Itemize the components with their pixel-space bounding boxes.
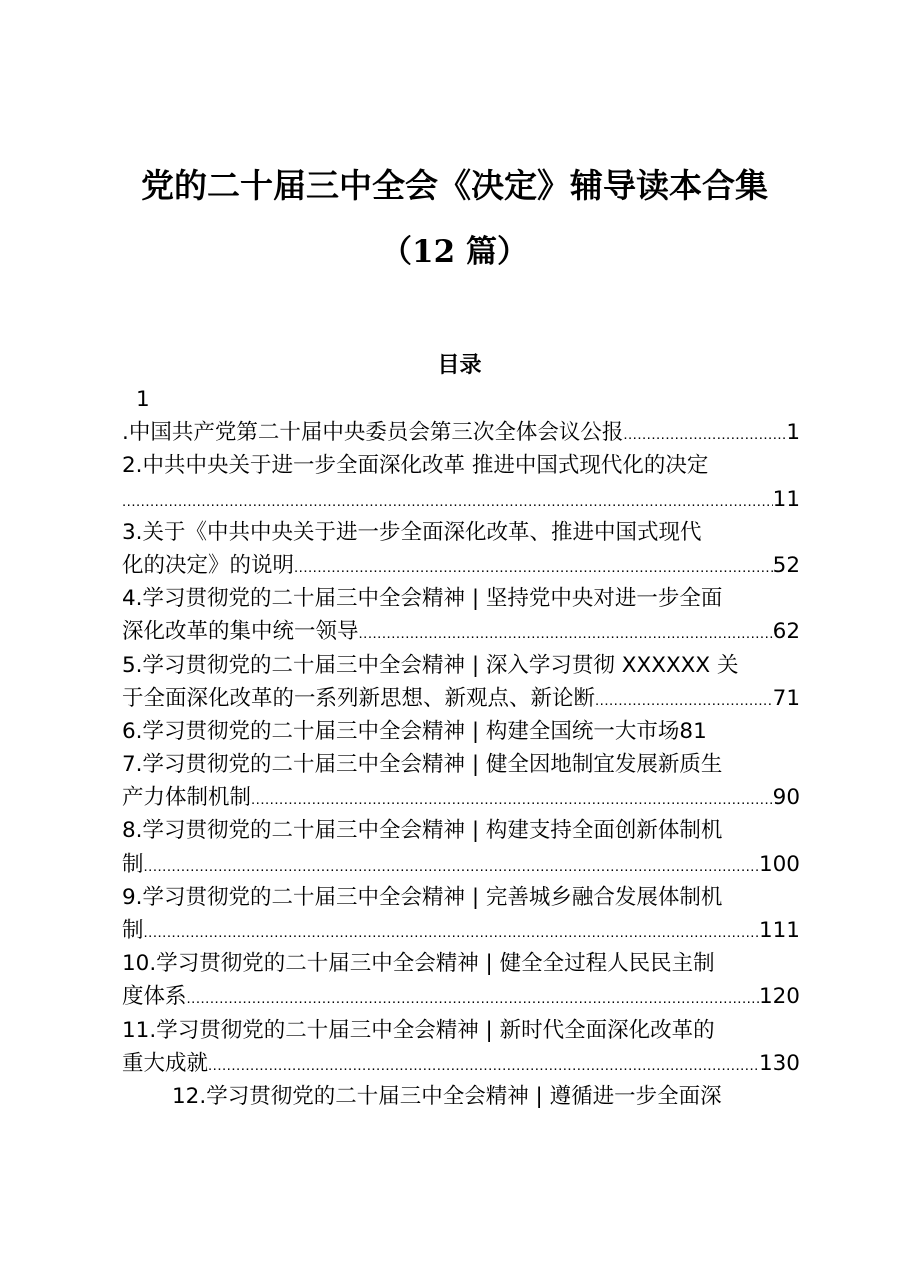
toc-dot-leader xyxy=(251,781,773,814)
toc-entry-title: 产力体制机制 xyxy=(122,785,252,811)
toc-entry-10-cont[interactable] xyxy=(122,980,800,1013)
toc-entry-3-cont[interactable] xyxy=(122,549,800,582)
document-subtitle: （12 篇） xyxy=(381,234,528,270)
toc-dot-leader xyxy=(144,914,759,947)
toc-entry-7[interactable] xyxy=(122,748,800,781)
toc-entry-7-cont[interactable] xyxy=(122,781,800,814)
toc-entry-9[interactable] xyxy=(122,881,800,914)
toc-dot-leader xyxy=(144,848,759,881)
toc-page-number: 100 xyxy=(758,851,800,877)
toc-entry-title: 7.学习贯彻党的二十届三中全会精神 | 健全因地制宜发展新质生 xyxy=(122,752,723,778)
toc-dot-leader xyxy=(187,980,759,1013)
toc-entry-title: 重大成就 xyxy=(122,1050,209,1076)
toc-dot-leader xyxy=(595,682,773,715)
toc-entry-title: 12.学习贯彻党的二十届三中全会精神 | 遵循进一步全面深 xyxy=(172,1083,722,1109)
toc-entry-title: 化的决定》的说明 xyxy=(122,552,295,578)
toc-dot-leader xyxy=(294,549,773,582)
toc-entry-5[interactable] xyxy=(122,649,800,682)
toc-page-number: 130 xyxy=(758,1050,800,1076)
toc-entry-title: 制 xyxy=(122,918,144,943)
toc-entry-number: 1 xyxy=(136,387,150,412)
toc-entry-11[interactable] xyxy=(122,1014,800,1047)
toc-entry-title: 3.关于《中共中央关于进一步全面深化改革、推进中国式现代 xyxy=(122,519,702,545)
toc-entry-8[interactable] xyxy=(122,814,800,847)
toc-line xyxy=(122,383,800,416)
toc-entry-4[interactable] xyxy=(122,582,800,615)
document-title: 党的二十届三中全会《决定》辅导读本合集 xyxy=(141,166,768,205)
toc-entry-2[interactable] xyxy=(122,449,800,482)
toc-page-number: 90 xyxy=(772,785,800,811)
toc-page-number: 1 xyxy=(786,420,800,446)
toc-dot-leader xyxy=(623,416,786,449)
toc-entry-10[interactable] xyxy=(122,947,800,980)
table-of-contents xyxy=(122,383,800,1113)
toc-entry-title: 8.学习贯彻党的二十届三中全会精神 | 构建支持全面创新体制机 xyxy=(122,818,723,844)
toc-entry-3[interactable] xyxy=(122,516,800,549)
toc-page-number: 62 xyxy=(772,619,800,645)
toc-entry-title: 于全面深化改革的一系列新思想、新观点、新论断 xyxy=(122,685,596,711)
toc-entry-title: 10.学习贯彻党的二十届三中全会精神 | 健全全过程人民民主制 xyxy=(122,951,715,977)
toc-page-number: 52 xyxy=(772,552,800,578)
toc-entry-2-cont[interactable] xyxy=(122,483,800,516)
toc-entry-title: 5.学习贯彻党的二十届三中全会精神 | 深入学习贯彻 XXXXXX 关 xyxy=(122,652,739,678)
toc-page-number: 120 xyxy=(758,984,800,1010)
toc-entry-11-cont[interactable] xyxy=(122,1047,800,1080)
toc-entry-5-cont[interactable] xyxy=(122,682,800,715)
toc-entry-4-cont[interactable] xyxy=(122,615,800,648)
toc-dot-leader xyxy=(122,483,773,516)
toc-dot-leader xyxy=(359,615,773,648)
toc-page-number: 111 xyxy=(758,918,800,943)
toc-dot-leader xyxy=(208,1047,759,1080)
toc-entry-title: 4.学习贯彻党的二十届三中全会精神 | 坚持党中央对进一步全面 xyxy=(122,586,723,612)
toc-entry-12[interactable] xyxy=(122,1080,800,1113)
toc-page-number: 11 xyxy=(772,486,800,512)
toc-entry-title: 深化改革的集中统一领导 xyxy=(122,619,359,645)
toc-entry-title: 度体系 xyxy=(122,984,187,1010)
toc-heading: 目录 xyxy=(437,352,482,378)
toc-entry-title: 11.学习贯彻党的二十届三中全会精神 | 新时代全面深化改革的 xyxy=(122,1017,715,1043)
toc-entry-title: 9.学习贯彻党的二十届三中全会精神 | 完善城乡融合发展体制机 xyxy=(122,884,723,910)
toc-entry-title: 6.学习贯彻党的二十届三中全会精神 | 构建全国统一大市场81 xyxy=(122,718,707,744)
toc-entry-title: .中国共产党第二十届中央委员会第三次全体会议公报 xyxy=(122,420,624,446)
toc-entry-title: 2.中共中央关于进一步全面深化改革 推进中国式现代化的决定 xyxy=(122,453,709,479)
toc-entry-title: 制 xyxy=(122,851,144,877)
toc-entry-9-cont[interactable] xyxy=(122,914,800,947)
toc-page-number: 71 xyxy=(772,685,800,711)
toc-entry-1[interactable] xyxy=(122,416,800,449)
toc-entry-8-cont[interactable] xyxy=(122,848,800,881)
toc-entry-6[interactable] xyxy=(122,715,800,748)
